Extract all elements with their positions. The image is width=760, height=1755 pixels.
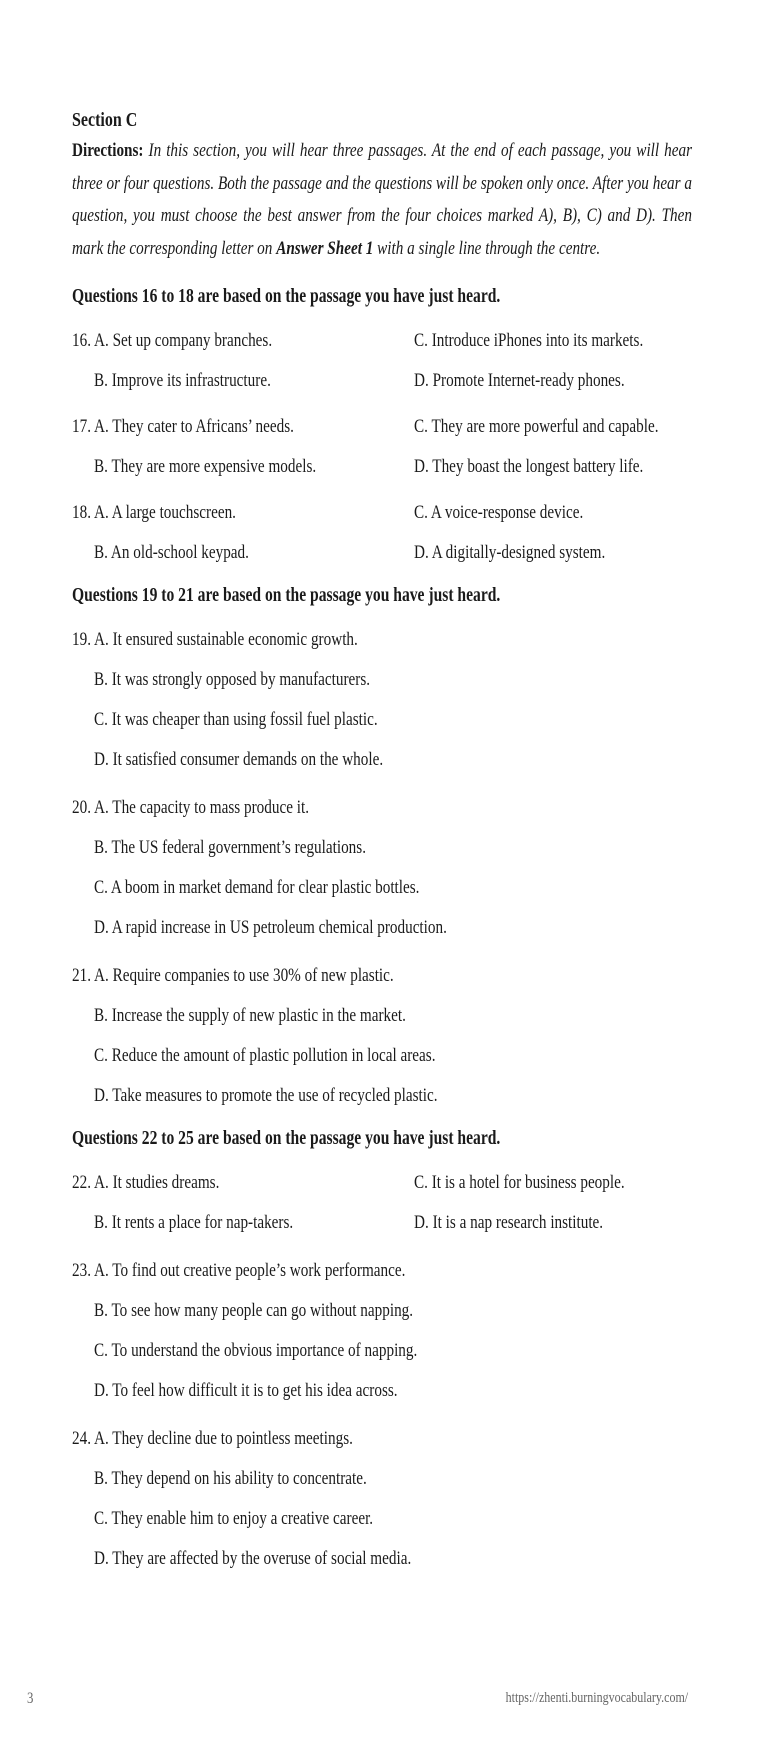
question-24 — [72, 1419, 692, 1579]
directions — [72, 135, 692, 265]
question-number: 23. — [72, 1260, 91, 1281]
option-d: D. A digitally-designed system. — [414, 542, 606, 563]
question-number: 21. — [72, 965, 91, 986]
page-number: 3 — [27, 1690, 34, 1707]
option-d: D. It is a nap research institute. — [414, 1212, 604, 1233]
option-d: D. A rapid increase in US petroleum chemical production. — [94, 917, 447, 938]
option-d: D. To feel how difficult it is to get his idea across. — [94, 1380, 398, 1401]
question-22 — [72, 1163, 692, 1243]
question-number: 17. — [72, 416, 91, 437]
option-b: B. The US federal government’s regulations. — [94, 837, 366, 858]
option-d: D. Take measures to promote the use of recycled plastic. — [94, 1085, 438, 1106]
question-number: 20. — [72, 797, 91, 818]
option-a: A. It ensured sustainable economic growth. — [94, 629, 358, 650]
option-c: C. It is a hotel for business people. — [414, 1172, 625, 1193]
option-a: A. It studies dreams. — [94, 1172, 220, 1193]
question-number: 22. — [72, 1172, 91, 1193]
option-a: A. Require companies to use 30% of new plastic. — [94, 965, 394, 986]
option-a: A. To find out creative people’s work performance. — [94, 1260, 406, 1281]
option-b: B. Improve its infrastructure. — [94, 370, 271, 391]
directions-text: In this section, you will hear three passages. At the end of each passage, you will hear three or four questions. Both the passage and the questions will be spoken only once. After you hear a question, you must choose the best answer from the four choices marked A), B), C) and D). Then mark the corresponding letter on — [72, 140, 693, 259]
option-c: C. A boom in market demand for clear plastic bottles. — [94, 877, 420, 898]
group-heading: Questions 16 to 18 are based on the passage you have just heard. — [72, 286, 501, 307]
question-16 — [72, 321, 692, 401]
option-b: B. They depend on his ability to concentrate. — [94, 1468, 367, 1489]
question-number: 24. — [72, 1428, 91, 1449]
option-b: B. It was strongly opposed by manufacturers. — [94, 669, 371, 690]
option-c: C. Reduce the amount of plastic pollution in local areas. — [94, 1045, 436, 1066]
question-23 — [72, 1251, 692, 1411]
question-number: 19. — [72, 629, 91, 650]
option-c: C. To understand the obvious importance of napping. — [94, 1340, 418, 1361]
option-a: A. Set up company branches. — [94, 330, 273, 351]
source-url[interactable]: https://zhenti.burningvocabulary.com/ — [505, 1690, 688, 1706]
directions-label: Directions: — [72, 140, 144, 161]
option-b: B. It rents a place for nap-takers. — [94, 1212, 294, 1233]
group-heading: Questions 22 to 25 are based on the passage you have just heard. — [72, 1128, 501, 1149]
option-a: A. They cater to Africans’ needs. — [94, 416, 294, 437]
question-group-16-18 — [72, 278, 692, 573]
question-17 — [72, 407, 692, 487]
question-group-22-25 — [72, 1120, 692, 1579]
question-number: 16. — [72, 330, 91, 351]
question-18 — [72, 493, 692, 573]
option-d: D. They are affected by the overuse of social media. — [94, 1548, 412, 1569]
option-c: C. Introduce iPhones into its markets. — [414, 330, 644, 351]
option-b: B. To see how many people can go without napping. — [94, 1300, 414, 1321]
option-b: B. Increase the supply of new plastic in the market. — [94, 1005, 406, 1026]
option-c: C. They enable him to enjoy a creative career. — [94, 1508, 374, 1529]
directions-text-end: with a single line through the centre. — [373, 237, 601, 259]
option-a: A. The capacity to mass produce it. — [94, 797, 309, 818]
option-a: A. A large touchscreen. — [94, 502, 236, 523]
page-content — [72, 105, 692, 1579]
option-a: A. They decline due to pointless meetings. — [94, 1428, 353, 1449]
option-c: C. It was cheaper than using fossil fuel plastic. — [94, 709, 378, 730]
option-b: B. They are more expensive models. — [94, 456, 317, 477]
group-heading: Questions 19 to 21 are based on the passage you have just heard. — [72, 585, 501, 606]
question-20 — [72, 788, 692, 948]
answer-sheet-label: Answer Sheet 1 — [276, 237, 374, 259]
question-21 — [72, 956, 692, 1116]
section-title: Section C — [72, 109, 138, 131]
option-d: D. They boast the longest battery life. — [414, 456, 644, 477]
question-19 — [72, 620, 692, 780]
option-d: D. It satisfied consumer demands on the whole. — [94, 749, 384, 770]
option-c: C. A voice-response device. — [414, 502, 584, 523]
option-d: D. Promote Internet-ready phones. — [414, 370, 625, 391]
question-number: 18. — [72, 502, 91, 523]
option-b: B. An old-school keypad. — [94, 542, 249, 563]
question-group-19-21 — [72, 577, 692, 1116]
option-c: C. They are more powerful and capable. — [414, 416, 659, 437]
